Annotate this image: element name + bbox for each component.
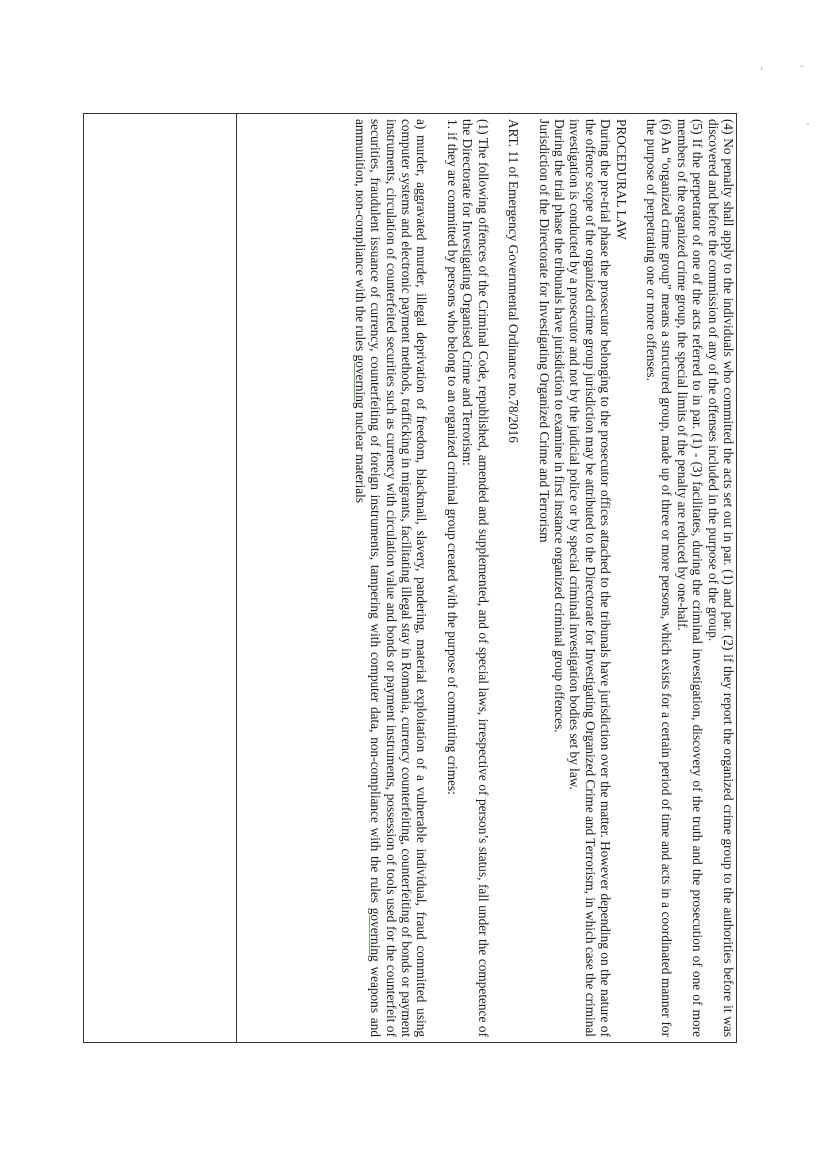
jurisdiction-heading: Jurisdiction of the Directorate for Investigating Organized Crime and Terrorism (536, 119, 552, 543)
pre-trial-paragraph: During the pre-trial phase the prosecutor belonging to the prosecutor offices attached to the tribunals have jurisdiction over the matter. However depending on the nature of the offence scope of the organized crime group jurisdiction may be attributed to the Directorate for Investigating Organized Crime and Terrorism, in which case the criminal investigation is conducted by a prosecutor and not by the judicial police or by special criminal investigation bodies set by law. (567, 119, 614, 1037)
letter-a-underlined-word: governing (352, 354, 368, 409)
letter-a-text-continued: weapons and ammunition, non-compliance with the rules (352, 119, 384, 1037)
article-point-1: 1. if they are committed by persons who belong to an organized criminal group created with the purpose of committing crimes: (444, 119, 460, 795)
letter-a-text-end: nuclear materials (352, 408, 368, 504)
article-paragraph-1: (1) The following offences of the Criminal Code, republished, amended and supplemented, and of special laws, irrespective of person’s status, fall under the competence of the Directorate for Investigating Organised Crime and Terrorism: (460, 119, 491, 1037)
letter-a-underlined-word: governing (368, 907, 384, 962)
document-body (240, 116, 736, 1040)
table-column-divider (236, 113, 237, 1043)
scan-mark: - (806, 119, 810, 130)
scan-mark: - (800, 61, 804, 72)
section-heading: PROCEDURAL LAW (613, 119, 629, 240)
rotated-text-column (240, 116, 736, 1040)
trial-paragraph: During the trial phase the tribunals have jurisdiction to examine in first instance organized criminal group offences. (551, 119, 567, 733)
paragraph-5: (5) If the perpetrator of one of the acts referred to in par. (1) - (3) facilitates, during the criminal investigation, discovery of the truth and the prosecution of one of more members of the organized crime group, the special limits of the penalty are reduced by one-half. (674, 119, 706, 1037)
paragraph-4: (4) No penalty shall apply to the individuals who committed the acts set out in par. (1) and par. (2) if they report the organized crime group to the authorities before it was discovered and before the commission of any of the offenses included in the purpose of the group. (705, 119, 736, 1037)
scan-mark: , (760, 61, 764, 72)
paragraph-6: (6) An “organized crime group” means a structured group, made up of three or more persons, which exists for a certain period of time and acts in a coordinated manner for the purpose of perpetrating one or more offenses. (643, 119, 675, 1037)
article-heading: ART. 11 of Emergency Governmental Ordinance no.78/2016 (506, 119, 522, 443)
letter-a-text: a) murder, aggravated murder, illegal deprivation of freedom, blackmail, slavery, pandering, material exploitation of a vulnerable individual, fraud committed using computer systems and electronic payment methods, trafficking in migrants, facilitating illegal stay in Romania, currency counterfeiting, counterfeiting of bonds or payment instruments, circulation of counterfeited securities such as currency with circulation value and bonds or payment instruments, possession of tools used for the counterfeit of securities, fraudulent issuance of currency, counterfeiting of foreign instruments, tampering with computer data, non-compliance with the rules (368, 119, 430, 1037)
article-letter-a (352, 119, 429, 1037)
